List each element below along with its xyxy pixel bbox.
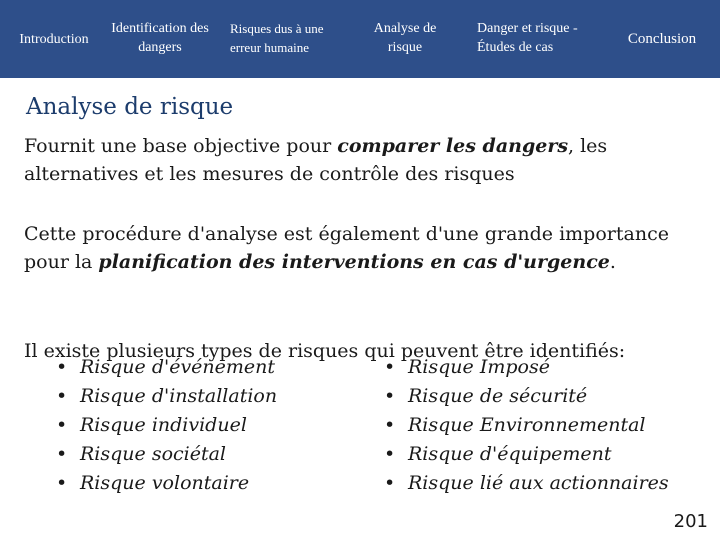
- para1-after: , les alternatives et les mesures de contrôle des risques: [24, 135, 608, 185]
- risk-list-left: [50, 353, 277, 498]
- tab-introduction[interactable]: Introduction: [19, 32, 89, 47]
- paragraph-risk-types-intro: Il existe plusieurs types de risques qui peuvent être identifiés:: [24, 340, 626, 362]
- para2-after: .: [609, 251, 616, 273]
- tab-analyse-de-risque[interactable]: Analyse de risque: [373, 21, 437, 55]
- tab-danger-et-risque[interactable]: Danger et risque - Études de cas: [477, 21, 578, 55]
- para2-emphasis: planification des interventions en cas d'urgence: [98, 251, 610, 273]
- list-item: • Risque lié aux actionnaires: [378, 469, 669, 498]
- tab-risques-erreur-humaine[interactable]: Risques dus à une erreur humaine: [230, 21, 324, 55]
- para1-emphasis: comparer les dangers: [337, 135, 569, 157]
- top-navigation-bar: [0, 0, 720, 78]
- list-item: • Risque de sécurité: [378, 382, 669, 411]
- slide-title: Analyse de risque: [26, 94, 234, 120]
- list-item: • Risque d'équipement: [378, 440, 669, 469]
- tab-identification-des-dangers[interactable]: Identification des dangers: [111, 21, 209, 55]
- list-item: • Risque d'événement: [50, 353, 277, 382]
- list-item: • Risque individuel: [50, 411, 277, 440]
- list-item: • Risque Environnemental: [378, 411, 669, 440]
- list-item: • Risque volontaire: [50, 469, 277, 498]
- page-number: 201: [673, 511, 708, 532]
- paragraph-objective-basis: [24, 132, 704, 188]
- list-item: • Risque d'installation: [50, 382, 277, 411]
- risk-list-right: [378, 353, 669, 498]
- paragraph-emergency-planning: [24, 220, 704, 276]
- para1-before: Fournit une base objective pour: [24, 135, 338, 157]
- para2-before: Cette procédure d'analyse est également d'une grande importance pour la: [24, 223, 669, 273]
- list-item: • Risque Imposé: [378, 353, 669, 382]
- tab-conclusion[interactable]: Conclusion: [627, 31, 697, 47]
- list-item: • Risque sociétal: [50, 440, 277, 469]
